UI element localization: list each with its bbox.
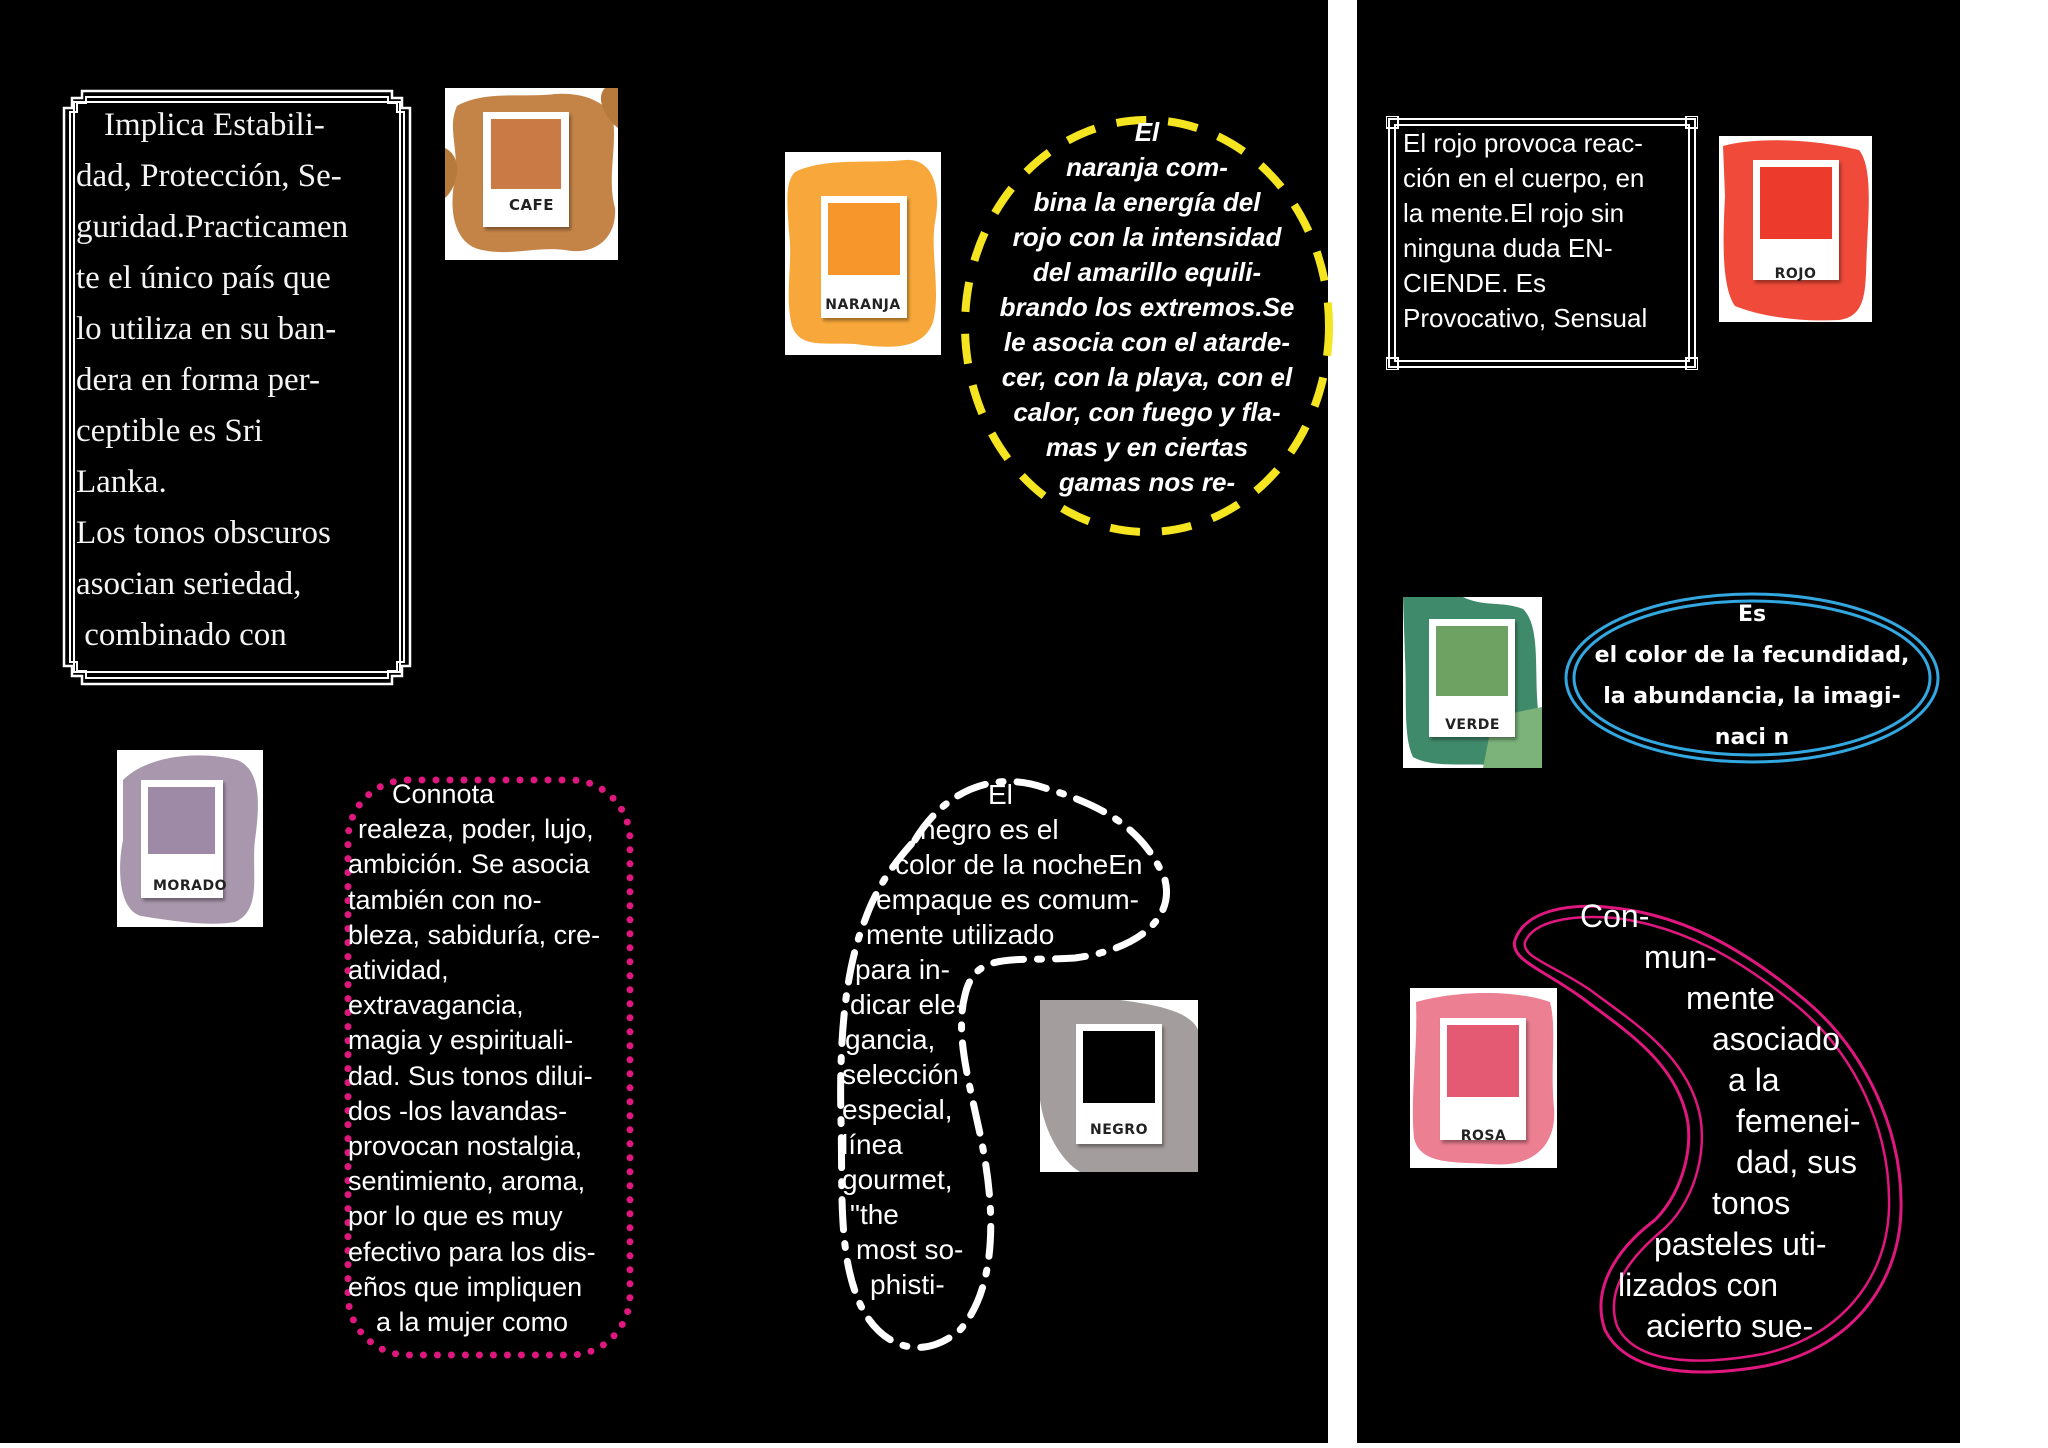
cafe-line: ceptible es Sri	[76, 413, 263, 449]
rosa-line: mun-	[1644, 939, 1717, 975]
morado-line: dos -los lavandas-	[348, 1095, 568, 1126]
morado-color-chip	[148, 787, 215, 854]
morado-line: magia y espirituali-	[348, 1025, 574, 1056]
negro-line: "the	[850, 1199, 899, 1230]
morado-swatch-label: MORADO	[153, 878, 227, 894]
rosa-line: dad, sus	[1736, 1144, 1857, 1180]
naranja-line: le asocia con el atarde-	[1003, 327, 1291, 357]
negro-line: selección	[842, 1059, 959, 1090]
naranja-line: del amarillo equili-	[1032, 257, 1262, 287]
negro-line: most so-	[856, 1234, 964, 1265]
negro-line: color de la nocheEn	[895, 849, 1143, 880]
morado-description	[348, 777, 600, 1340]
naranja-line: mas y en ciertas	[1045, 432, 1249, 462]
naranja-line: calor, con fuego y fla-	[1013, 397, 1281, 427]
rosa-description	[1580, 896, 1861, 1347]
morado-line: atividad,	[348, 955, 449, 986]
negro-line: línea	[842, 1129, 903, 1160]
naranja-line: El	[1134, 117, 1160, 147]
verde-swatch	[1403, 597, 1542, 768]
rosa-line: lizados con	[1618, 1267, 1779, 1303]
cafe-color-chip	[491, 119, 561, 189]
rosa-line: Con-	[1580, 898, 1650, 934]
rojo-line: Provocativo, Sensual	[1403, 303, 1648, 333]
rosa-line: pasteles uti-	[1654, 1226, 1827, 1262]
rosa-swatch-label: ROSA	[1460, 1128, 1507, 1144]
naranja-line: naranja com-	[1066, 152, 1228, 182]
morado-line: dad. Sus tonos dilui-	[348, 1060, 593, 1091]
rosa-line: acierto sue-	[1646, 1308, 1814, 1344]
morado-line: a la mujer como	[376, 1307, 569, 1338]
negro-line: El	[988, 779, 1013, 810]
morado-line: por lo que es muy	[348, 1201, 563, 1232]
cafe-swatch	[445, 88, 618, 260]
rojo-swatch-label: ROJO	[1774, 266, 1817, 282]
naranja-line: gamas nos re-	[1058, 467, 1236, 497]
rojo-line: CIENDE. Es	[1403, 268, 1547, 298]
cafe-line: lo utiliza en su ban-	[76, 311, 337, 347]
naranja-line: brando los extremos.Se	[999, 292, 1295, 322]
morado-line: extravagancia,	[348, 990, 524, 1021]
rosa-line: femenei-	[1736, 1103, 1861, 1139]
negro-line: phisti-	[870, 1269, 945, 1300]
naranja-swatch	[785, 152, 941, 355]
verde-color-chip	[1436, 626, 1508, 696]
cafe-swatch-label: CAFE	[508, 196, 555, 214]
morado-swatch	[117, 750, 263, 927]
negro-line: para in-	[855, 954, 950, 985]
naranja-line: bina la energía del	[1033, 187, 1261, 217]
rojo-swatch	[1719, 136, 1872, 322]
rojo-description	[1403, 126, 1647, 336]
verde-line: la abundancia, la imagi-	[1603, 684, 1901, 709]
verde-line: naci n	[1714, 725, 1790, 750]
verde-swatch-label: VERDE	[1445, 717, 1500, 733]
morado-line: Connota	[392, 779, 495, 809]
cafe-line: Los tonos obscuros	[76, 515, 331, 551]
negro-swatch	[1040, 1000, 1198, 1172]
cafe-line: dad, Protección, Se-	[76, 158, 342, 194]
rosa-line: a la	[1728, 1062, 1780, 1098]
negro-line: gourmet,	[842, 1164, 953, 1195]
negro-color-chip	[1083, 1031, 1155, 1103]
cafe-line: guridad.Practicamen	[76, 209, 349, 245]
verde-line: Es	[1737, 602, 1767, 627]
morado-line: eños que impliquen	[348, 1271, 583, 1302]
negro-line: empaque es comum-	[876, 884, 1140, 915]
verde-description	[1580, 594, 1924, 758]
rosa-line: tonos	[1712, 1185, 1791, 1221]
negro-line: negro es el	[920, 814, 1059, 845]
rosa-line: asociado	[1712, 1021, 1841, 1057]
negro-line: mente utilizado	[866, 919, 1055, 950]
rojo-line: la mente.El rojo sin	[1403, 198, 1625, 228]
cafe-description	[76, 100, 348, 661]
negro-line: especial,	[842, 1094, 953, 1125]
rojo-line: El rojo provoca reac-	[1403, 128, 1643, 158]
naranja-line: rojo con la intensidad	[1012, 222, 1282, 252]
rojo-line: ción en el cuerpo, en	[1403, 163, 1645, 193]
morado-line: también con no-	[348, 884, 542, 915]
rojo-line: ninguna duda EN-	[1403, 233, 1613, 263]
negro-line: gancia,	[845, 1024, 936, 1055]
cafe-line: Lanka.	[76, 464, 167, 500]
morado-line: sentimiento, aroma,	[348, 1166, 586, 1197]
naranja-line: cer, con la playa, con el	[1001, 362, 1293, 392]
cafe-line: dera en forma per-	[76, 362, 320, 398]
morado-line: bleza, sabiduría, cre-	[348, 919, 601, 950]
cafe-line: combinado con	[76, 617, 287, 653]
rojo-color-chip	[1760, 167, 1832, 239]
morado-line: efectivo para los dis-	[348, 1236, 596, 1267]
cafe-line: Implica Estabili-	[104, 107, 325, 143]
rosa-line: mente	[1686, 980, 1775, 1016]
verde-line: el color de la fecundidad,	[1594, 643, 1910, 668]
morado-line: provocan nostalgia,	[348, 1131, 583, 1162]
naranja-swatch-label: NARANJA	[825, 297, 901, 313]
morado-line: realeza, poder, lujo,	[358, 814, 594, 845]
negro-swatch-label: NEGRO	[1090, 1122, 1148, 1138]
cafe-line: te el único país que	[76, 260, 331, 296]
negro-line: dicar ele-	[850, 989, 966, 1020]
morado-line: ambición. Se asocia	[348, 849, 590, 880]
naranja-color-chip	[828, 203, 900, 275]
cafe-line: asocian seriedad,	[76, 566, 302, 602]
naranja-description	[962, 115, 1332, 500]
